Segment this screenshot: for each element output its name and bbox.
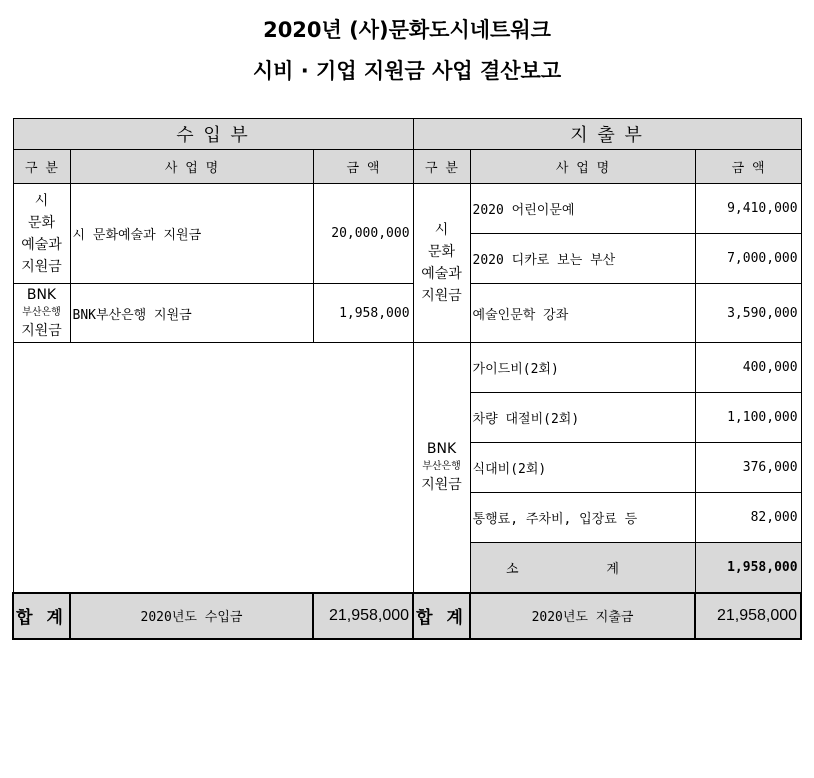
expense-item-amount: 1,100,000 <box>695 393 801 443</box>
table-row <box>13 343 801 393</box>
expense-total-amount: 21,958,000 <box>695 593 801 639</box>
cat-line: 문화 <box>27 214 56 231</box>
expense-item-name: 2020 어린이문예 <box>470 184 695 234</box>
expense-item-name: 2020 디카로 보는 부산 <box>470 234 695 284</box>
expense-item-name: 통행료, 주차비, 입장료 등 <box>470 493 695 543</box>
income-name-city: 시 문화예술과 지원금 <box>70 184 313 284</box>
report-title-line1: 2020년 (사)문화도시네트워크 <box>263 18 551 42</box>
expense-item-name: 예술인문학 강좌 <box>470 284 695 343</box>
subtotal-amount: 1,958,000 <box>695 543 801 593</box>
income-name-bnk: BNK부산은행 지원금 <box>70 284 313 343</box>
subtotal-label: 소 계 <box>470 543 695 593</box>
cat-line: 시 <box>434 222 449 238</box>
expense-section-header: 지 출 부 <box>413 119 801 150</box>
section-header-row <box>13 119 801 150</box>
expense-item-amount: 7,000,000 <box>695 234 801 284</box>
cat-line: 지원금 <box>21 323 62 339</box>
expense-item-name: 식대비(2회) <box>470 443 695 493</box>
income-col-amount: 금 액 <box>313 150 413 184</box>
expense-total-label: 합 계 <box>413 593 470 639</box>
table-row <box>13 284 801 343</box>
income-total-label: 합 계 <box>13 593 70 639</box>
expense-item-amount: 3,590,000 <box>695 284 801 343</box>
cat-line: 지원금 <box>21 258 62 275</box>
expense-item-amount: 400,000 <box>695 343 801 393</box>
expense-item-amount: 82,000 <box>695 493 801 543</box>
total-row <box>13 593 801 639</box>
expense-item-name: 차량 대절비(2회) <box>470 393 695 443</box>
expense-item-amount: 9,410,000 <box>695 184 801 234</box>
expense-category-bnk <box>413 343 470 593</box>
cat-line: 예술과 <box>421 266 462 282</box>
income-col-name: 사 업 명 <box>70 150 313 184</box>
income-amount-bnk: 1,958,000 <box>313 284 413 343</box>
cat-line: 문화 <box>428 244 456 260</box>
expense-category-city <box>413 184 470 343</box>
income-category-bnk <box>13 284 70 343</box>
report-title-line2: 시비 · 기업 지원금 사업 결산보고 <box>252 59 562 83</box>
cat-line: 예술과 <box>21 236 62 253</box>
income-total-amount: 21,958,000 <box>313 593 413 639</box>
expense-col-amount: 금 액 <box>695 150 801 184</box>
cat-line: 부산은행 <box>422 461 461 473</box>
cat-line: 부산은행 <box>22 307 61 318</box>
cat-line: 시 <box>34 192 49 209</box>
cat-line: BNK <box>26 287 57 303</box>
income-amount-city: 20,000,000 <box>313 184 413 284</box>
income-category-city <box>13 184 70 284</box>
income-section-header: 수 입 부 <box>13 119 413 150</box>
cat-line: 지원금 <box>421 288 462 304</box>
cat-line: BNK <box>426 441 457 458</box>
column-header-row <box>13 150 801 184</box>
expense-col-category: 구 분 <box>413 150 470 184</box>
cat-line: 지원금 <box>421 477 462 494</box>
expense-item-name: 가이드비(2회) <box>470 343 695 393</box>
expense-col-name: 사 업 명 <box>470 150 695 184</box>
expense-item-amount: 376,000 <box>695 443 801 493</box>
expense-total-desc: 2020년도 지출금 <box>470 593 695 639</box>
income-empty-area <box>13 343 413 593</box>
settlement-table <box>12 118 802 640</box>
table-row <box>13 184 801 234</box>
income-col-category: 구 분 <box>13 150 70 184</box>
income-total-desc: 2020년도 수입금 <box>70 593 313 639</box>
